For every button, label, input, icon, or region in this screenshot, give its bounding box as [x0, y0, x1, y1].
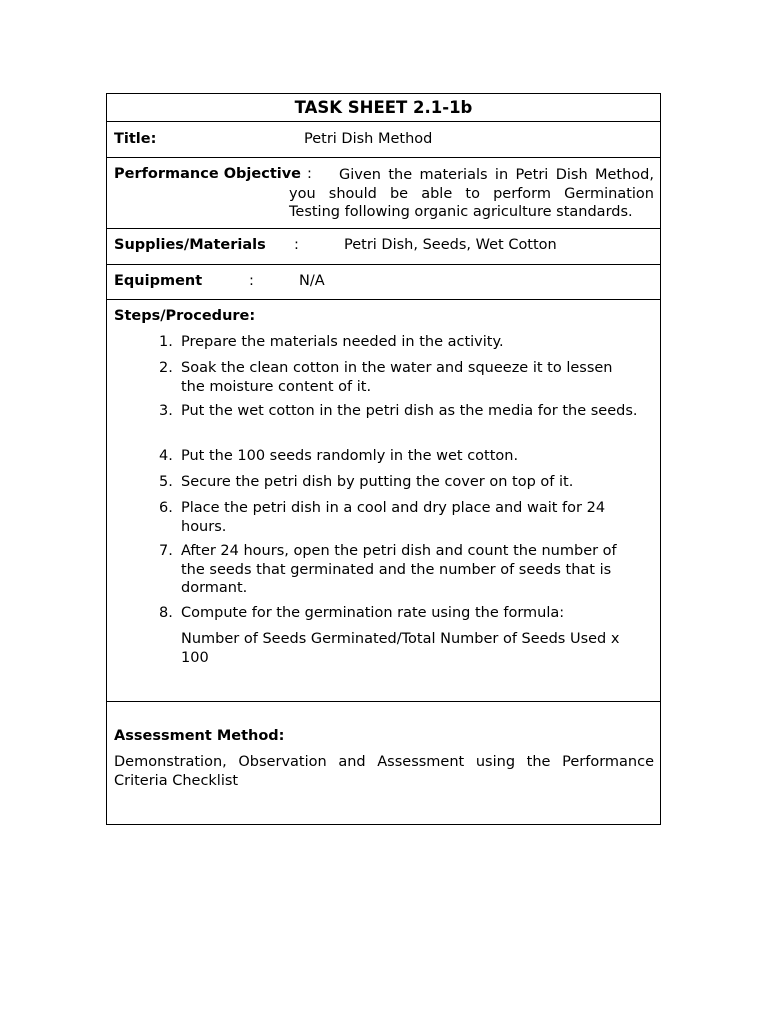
step-text: Put the wet cotton in the petri dish as the media for the seeds.	[181, 403, 638, 419]
step-number: 2.	[159, 360, 173, 376]
assessment-row	[107, 702, 660, 824]
step-text: After 24 hours, open the petri dish and count the number of the seeds that germinated and the number of seeds that is dormant.	[181, 543, 617, 596]
supplies-label: Supplies/Materials	[114, 237, 266, 253]
list-item	[159, 447, 639, 466]
steps-label: Steps/Procedure:	[114, 308, 256, 324]
supplies-colon: :	[294, 237, 299, 253]
objective-text: Given the materials in Petri Dish Method, you should be able to perform Germination Testing following organic agriculture standards.	[289, 167, 654, 220]
list-item	[159, 473, 639, 492]
step-text: Put the 100 seeds randomly in the wet cotton.	[181, 448, 519, 464]
germination-formula: Number of Seeds Germinated/Total Number of Seeds Used x 100	[181, 631, 620, 666]
step-number: 1.	[159, 334, 173, 350]
step-text: Prepare the materials needed in the activity.	[181, 334, 504, 350]
title-value: Petri Dish Method	[304, 131, 433, 147]
title-label: Title:	[114, 131, 157, 147]
performance-objective-row	[107, 158, 660, 229]
task-sheet-title: TASK SHEET 2.1-1b	[294, 98, 473, 117]
list-item	[159, 499, 639, 536]
step-text: Soak the clean cotton in the water and squeeze it to lessen the moisture content of it.	[181, 360, 613, 395]
list-item	[159, 604, 639, 623]
equipment-value: N/A	[299, 273, 325, 289]
step-number: 7.	[159, 543, 173, 559]
objective-label: Performance Objective	[114, 166, 302, 182]
list-item	[159, 542, 639, 598]
task-sheet-header	[107, 94, 660, 122]
assessment-label: Assessment Method:	[114, 728, 285, 744]
equipment-label: Equipment	[114, 273, 203, 289]
equipment-row	[107, 265, 660, 300]
objective-colon: :	[307, 166, 312, 182]
task-sheet-table	[106, 93, 661, 825]
title-row	[107, 122, 660, 158]
step-text: Secure the petri dish by putting the cover on top of it.	[181, 474, 574, 490]
formula-block	[159, 630, 639, 667]
list-item	[159, 402, 639, 421]
supplies-row	[107, 229, 660, 265]
step-number: 8.	[159, 605, 173, 621]
list-item	[159, 359, 639, 396]
step-text: Compute for the germination rate using the formula:	[181, 605, 565, 621]
step-number: 4.	[159, 448, 173, 464]
steps-row	[107, 300, 660, 702]
list-item	[159, 333, 639, 352]
equipment-colon: :	[249, 273, 254, 289]
step-number: 3.	[159, 403, 173, 419]
supplies-value: Petri Dish, Seeds, Wet Cotton	[344, 237, 557, 253]
assessment-text: Demonstration, Observation and Assessment using the Performance Criteria Checklist	[114, 754, 654, 789]
step-text: Place the petri dish in a cool and dry place and wait for 24 hours.	[181, 500, 606, 535]
step-number: 5.	[159, 474, 173, 490]
step-number: 6.	[159, 500, 173, 516]
